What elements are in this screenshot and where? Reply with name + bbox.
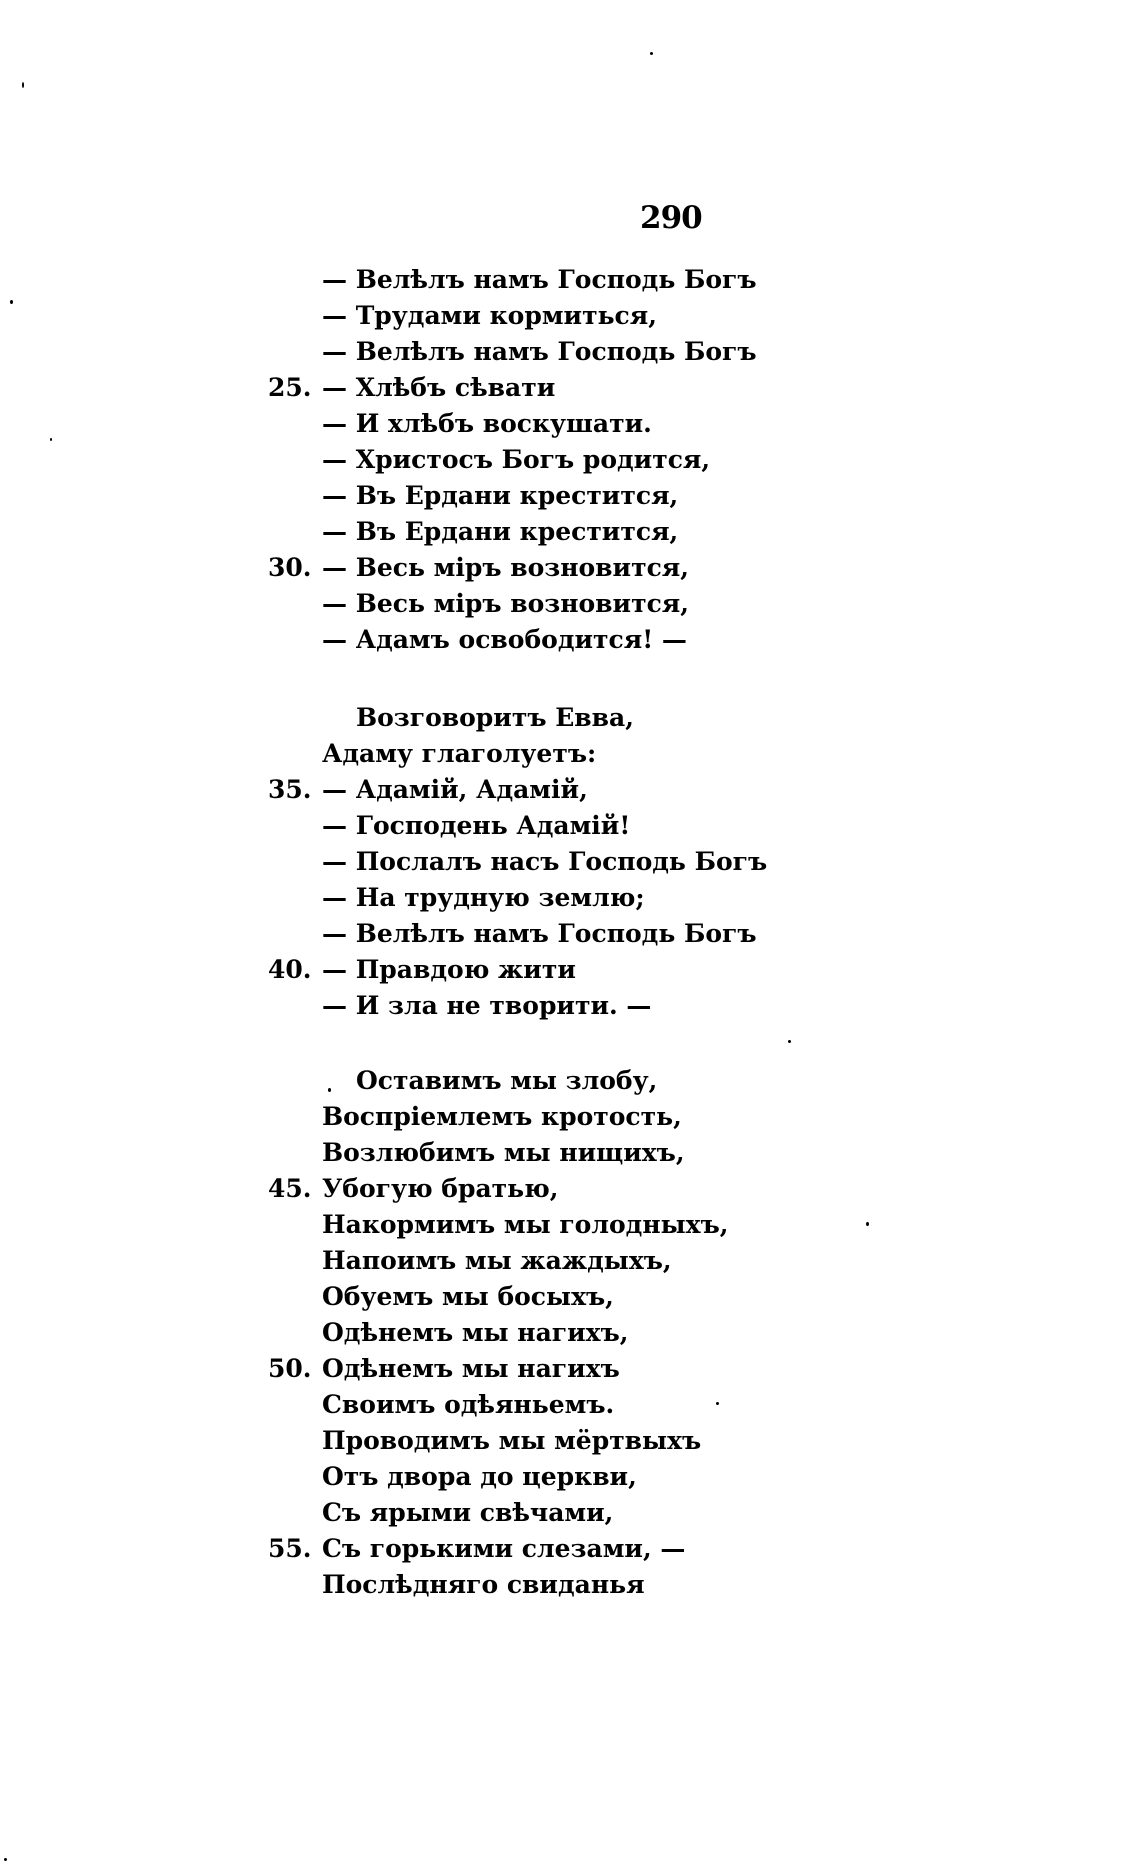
- line-text: — Адамій, Адамій,: [322, 775, 588, 804]
- line-text: Адаму глаголуетъ:: [322, 739, 597, 768]
- line-text: — Весь міръ возновится,: [322, 553, 689, 582]
- poem-line: [0, 1387, 1140, 1423]
- poem-line: [0, 772, 1140, 808]
- line-text: — Велѣлъ намъ Господь Богъ: [322, 265, 757, 294]
- scan-speck: [10, 300, 13, 304]
- line-text: — И зла не творити. —: [322, 991, 652, 1020]
- line-text: — Въ Ердани крестится,: [322, 481, 679, 510]
- poem-line: [0, 1063, 1140, 1099]
- line-text: Возлюбимъ мы нищихъ,: [322, 1138, 685, 1167]
- page-number: 290: [640, 200, 702, 236]
- line-text: — Христосъ Богъ родится,: [322, 445, 711, 474]
- line-number: 25.: [268, 373, 312, 402]
- poem-line: [0, 988, 1140, 1024]
- line-text: — Велѣлъ намъ Господь Богъ: [322, 337, 757, 366]
- poem-line: [0, 1567, 1140, 1603]
- poem-line: [0, 406, 1140, 442]
- line-text: — Господень Адамій!: [322, 811, 631, 840]
- poem-line: [0, 298, 1140, 334]
- line-text: Накормимъ мы голодныхъ,: [322, 1210, 729, 1239]
- line-text: — Велѣлъ намъ Господь Богъ: [322, 919, 757, 948]
- line-text: Проводимъ мы мёртвыхъ: [322, 1426, 702, 1455]
- poem-line: [0, 1279, 1140, 1315]
- poem-line: [0, 550, 1140, 586]
- line-text: Возговоритъ Евва,: [356, 703, 634, 732]
- line-text: Убогую братью,: [322, 1174, 559, 1203]
- scan-speck: [22, 82, 24, 88]
- poem-line: [0, 952, 1140, 988]
- poem-line: [0, 844, 1140, 880]
- line-number: 50.: [268, 1354, 312, 1383]
- stanza-3: [0, 1063, 1140, 1603]
- stanza-2: [0, 700, 1140, 1024]
- line-text: Напоимъ мы жаждыхъ,: [322, 1246, 672, 1275]
- scan-speck: [788, 1040, 791, 1043]
- poem-line: [0, 808, 1140, 844]
- line-text: — Весь міръ возновится,: [322, 589, 689, 618]
- line-text: Одѣнемъ мы нагихъ,: [322, 1318, 629, 1347]
- poem-line: [0, 1099, 1140, 1135]
- line-number: 35.: [268, 775, 312, 804]
- scan-speck: [328, 1088, 331, 1092]
- line-text: Оставимъ мы злобу,: [356, 1066, 658, 1095]
- poem-line: [0, 1495, 1140, 1531]
- poem-line: [0, 1207, 1140, 1243]
- poem-line: [0, 370, 1140, 406]
- line-text: Съ горькими слезами, —: [322, 1534, 686, 1563]
- poem-line: [0, 262, 1140, 298]
- line-number: 55.: [268, 1534, 312, 1563]
- line-text: — И хлѣбъ воскушати.: [322, 409, 652, 438]
- poem-line: [0, 1459, 1140, 1495]
- poem-line: [0, 514, 1140, 550]
- poem-line: [0, 1531, 1140, 1567]
- line-text: Отъ двора до церкви,: [322, 1462, 637, 1491]
- line-text: — Трудами кормиться,: [322, 301, 657, 330]
- line-text: — Послалъ насъ Господь Богъ: [322, 847, 768, 876]
- line-text: Одѣнемъ мы нагихъ: [322, 1354, 620, 1383]
- poem-line: [0, 1423, 1140, 1459]
- scan-speck: [4, 1858, 7, 1861]
- line-text: Воспріемлемъ кротость,: [322, 1102, 682, 1131]
- line-text: Своимъ одѣяньемъ.: [322, 1390, 615, 1419]
- poem-line: [0, 916, 1140, 952]
- poem-line: [0, 334, 1140, 370]
- poem-line: [0, 622, 1140, 658]
- line-text: — Въ Ердани крестится,: [322, 517, 679, 546]
- scan-speck: [716, 1402, 719, 1405]
- line-text: — Хлѣбъ сѣвати: [322, 373, 556, 402]
- poem-line: [0, 478, 1140, 514]
- poem-line: [0, 1315, 1140, 1351]
- line-text: Послѣдняго свиданья: [322, 1570, 645, 1599]
- line-number: 40.: [268, 955, 312, 984]
- scan-speck: [650, 52, 653, 55]
- poem-line: [0, 880, 1140, 916]
- stanza-1: [0, 262, 1140, 658]
- poem-line: [0, 1243, 1140, 1279]
- poem-line: [0, 736, 1140, 772]
- poem-line: [0, 1135, 1140, 1171]
- poem-line: [0, 442, 1140, 478]
- scan-speck: [866, 1222, 869, 1226]
- line-text: — Правдою жити: [322, 955, 576, 984]
- poem-line: [0, 700, 1140, 736]
- line-text: Обуемъ мы босыхъ,: [322, 1282, 614, 1311]
- line-number: 45.: [268, 1174, 312, 1203]
- line-number: 30.: [268, 553, 312, 582]
- poem-line: [0, 586, 1140, 622]
- poem-line: [0, 1171, 1140, 1207]
- line-text: — Адамъ освободится! —: [322, 625, 687, 654]
- poem-line: [0, 1351, 1140, 1387]
- scan-speck: [50, 438, 52, 441]
- line-text: — На трудную землю;: [322, 883, 645, 912]
- line-text: Съ ярыми свѣчами,: [322, 1498, 614, 1527]
